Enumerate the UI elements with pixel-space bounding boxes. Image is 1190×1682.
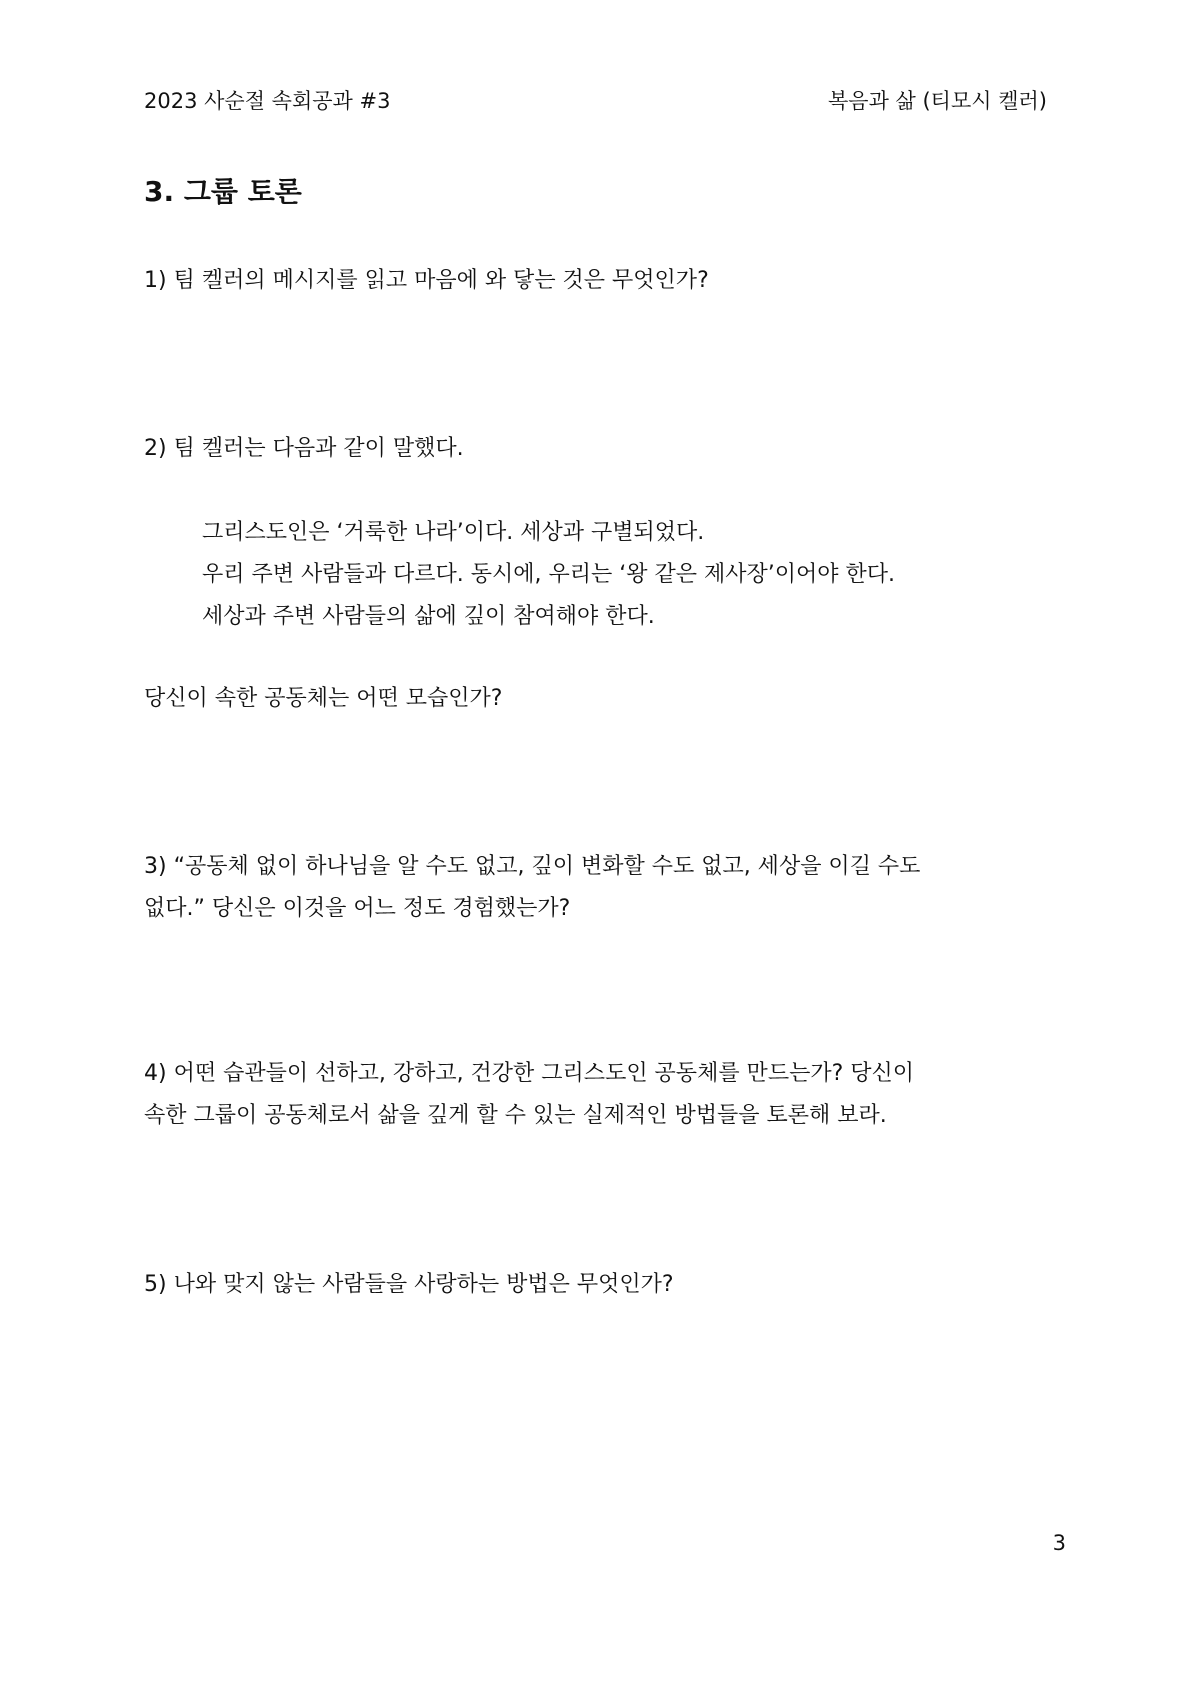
page-number: 3 — [1052, 1531, 1066, 1555]
section-title: 3. 그룹 토론 — [144, 175, 302, 208]
question-2-follow-up-text: 당신이 속한 공동체는 어떤 모습인가? — [144, 686, 503, 711]
quote-line: 세상과 주변 사람들의 삶에 깊이 참여해야 한다. — [202, 604, 655, 629]
question-3-line: 3) “공동체 없이 하나님을 알 수도 없고, 깊이 변화할 수도 없고, 세상을 이길 수도 — [144, 854, 921, 879]
question-4-line: 4) 어떤 습관들이 선하고, 강하고, 건강한 그리스도인 공동체를 만드는가? 당신이 — [144, 1061, 914, 1086]
header-right: 복음과 삶 (티모시 켈러) — [828, 89, 1047, 113]
quote-line: 우리 주변 사람들과 다르다. 동시에, 우리는 ‘왕 같은 제사장’이어야 한다. — [202, 562, 895, 587]
question-2-quote — [202, 512, 895, 638]
question-3 — [144, 846, 1064, 930]
question-4 — [144, 1053, 1064, 1137]
quote-line: 그리스도인은 ‘거룩한 나라’이다. 세상과 구별되었다. — [202, 520, 705, 545]
question-5-text: 5) 나와 맞지 않는 사람들을 사랑하는 방법은 무엇인가? — [144, 1272, 674, 1297]
question-2 — [144, 428, 1064, 470]
header-left: 2023 사순절 속회공과 #3 — [144, 89, 391, 113]
question-4-line: 속한 그룹이 공동체로서 삶을 깊게 할 수 있는 실제적인 방법들을 토론해 보라. — [144, 1103, 887, 1128]
question-3-line: 없다.” 당신은 이것을 어느 정도 경험했는가? — [144, 896, 571, 921]
question-1 — [144, 260, 1064, 302]
question-1-text: 1) 팀 켈러의 메시지를 읽고 마음에 와 닿는 것은 무엇인가? — [144, 268, 709, 293]
question-2-follow-up — [144, 678, 1064, 720]
question-5 — [144, 1264, 1064, 1306]
question-2-text: 2) 팀 켈러는 다음과 같이 말했다. — [144, 436, 464, 461]
